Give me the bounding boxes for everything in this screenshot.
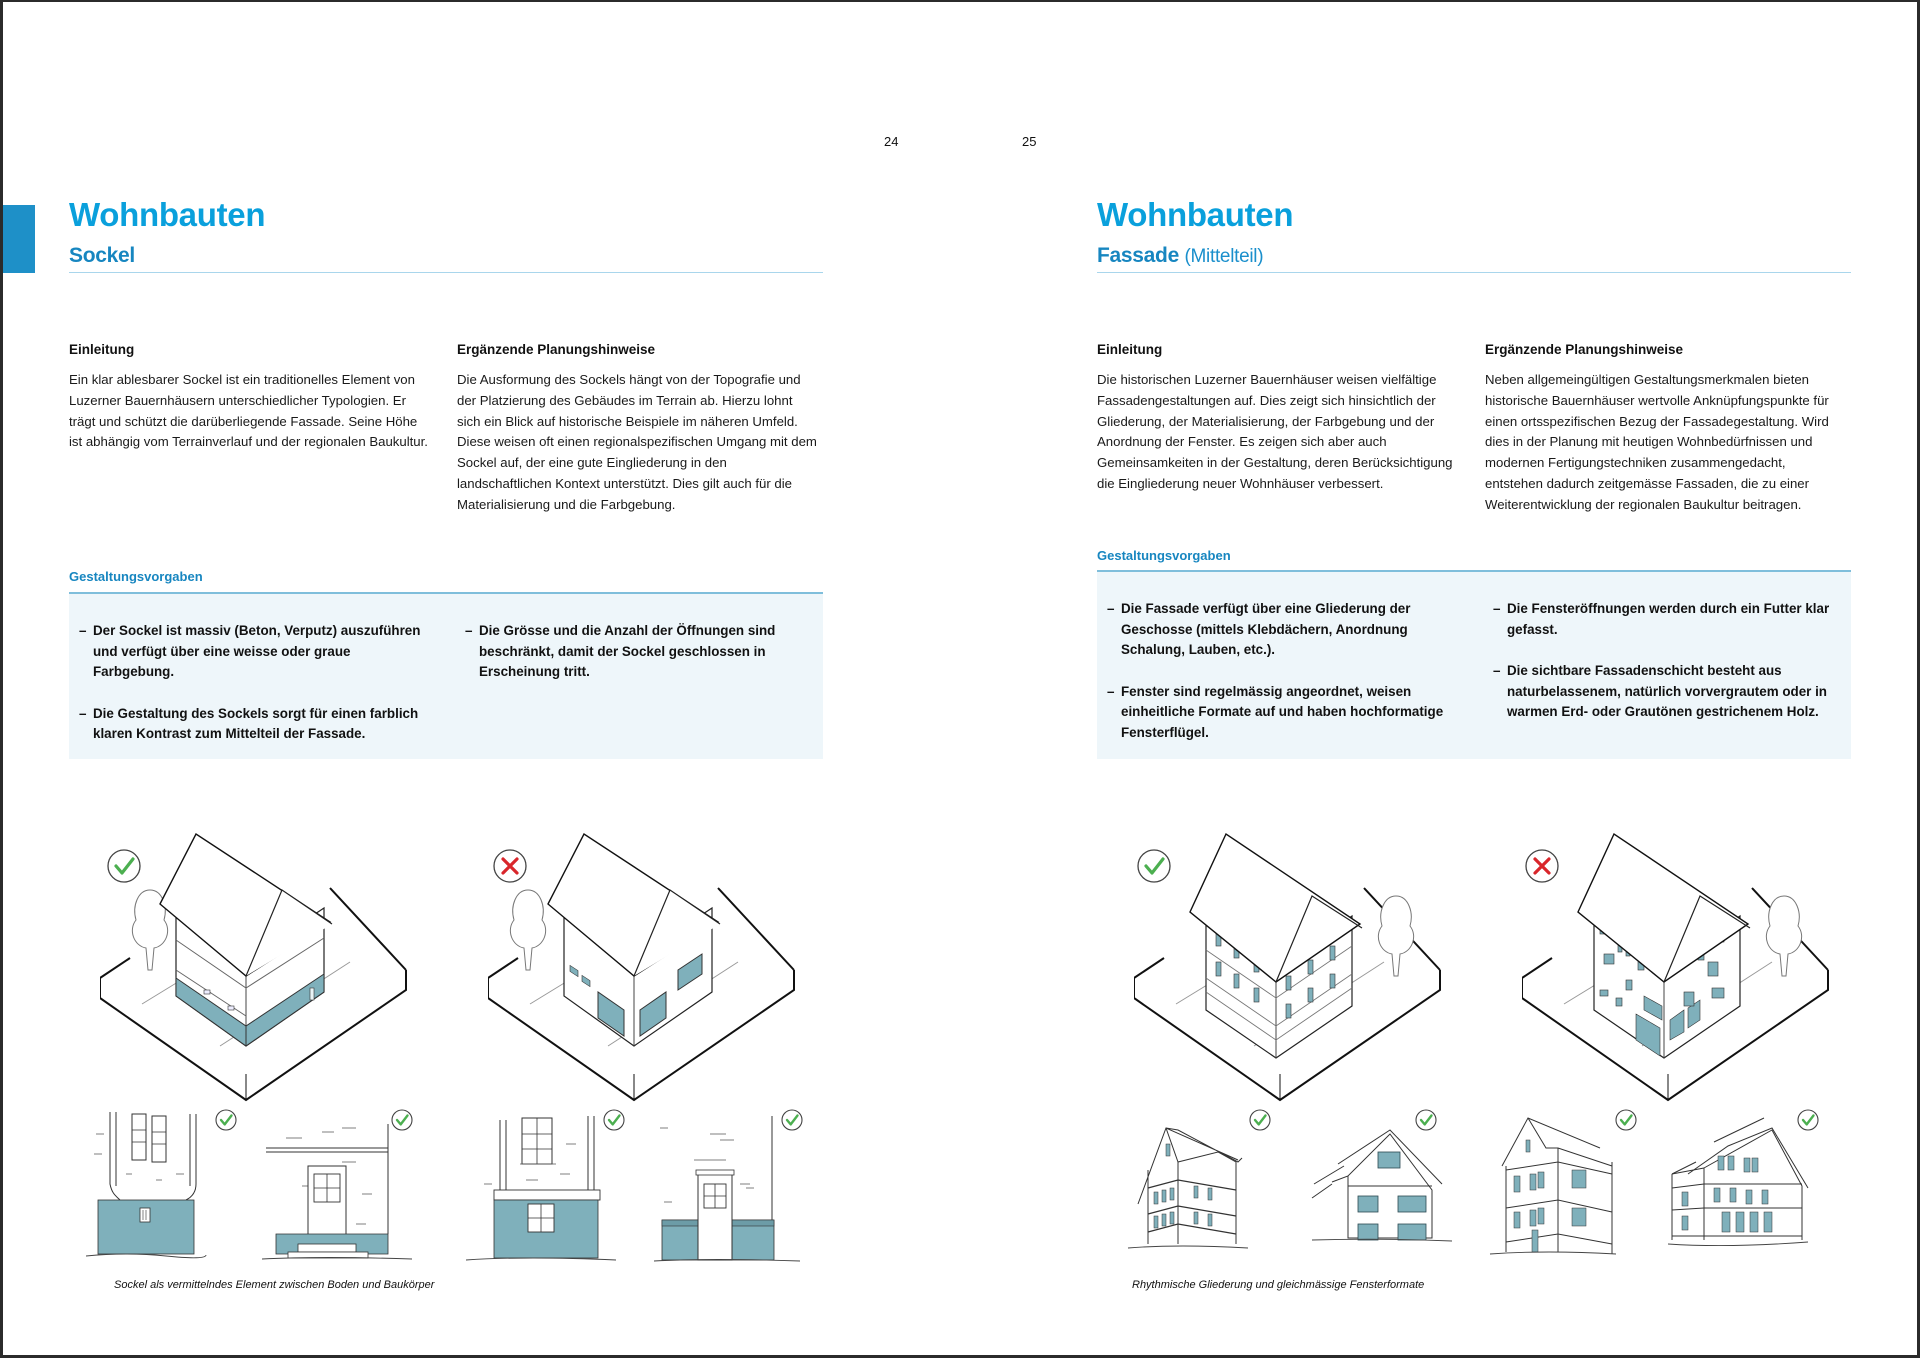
guidelines-col-1 (79, 621, 429, 766)
sketch-sockel-4 (650, 1104, 810, 1264)
guideline-item: – Die sichtbare Fassadenschicht besteht aus naturbelassenem, natürlich vorvergrautem oder in warmen Erd- oder Grautönen gestrichenem Holz. (1493, 663, 1827, 720)
sketch-fassade-1 (1118, 1104, 1288, 1264)
sketch-sockel-1 (86, 1104, 246, 1264)
iso-illustration-incorrect (1522, 820, 1842, 1110)
notes-text: Die Ausformung des Sockels hängt von der Topografie und der Platzierung des Gebäudes im Terrain ab. Hierzu lohnt sich ein Blick auf historische Beispiele im näheren Umfeld. Diese weisen oft einen regionalspezifischen Umgang mit dem Sockel auf, der eine gute Eingliederung in den landschaftlichen Kontext unterstützt. Dies gilt auch für die Materialisierung und die Farbgebung. (457, 372, 817, 512)
iso-illustration-incorrect (488, 820, 808, 1110)
page-title: Wohnbauten (1097, 196, 1294, 233)
page-number-left: 24 (884, 134, 899, 149)
iso-illustration-correct (100, 820, 420, 1110)
notes-heading: Ergänzende Planungshinweise (457, 342, 656, 357)
sketch-fassade-4 (1668, 1104, 1838, 1264)
guideline-item: – Die Grösse und die Anzahl der Öffnungen sind beschränkt, damit der Sockel geschlossen in Erscheinung tritt. (465, 623, 776, 680)
guideline-item: – Die Fensteröffnungen werden durch ein Futter klar gefasst. (1493, 601, 1830, 637)
notes-text: Neben allgemeingültigen Gestaltungsmerkmalen bieten historische Bauernhäuser wertvolle Anknüpfungspunkte für einen ortsspezifischen Bezug der Fassadegestaltung. Wird dies in der Planung mit heutigen Wohnbedürfnissen und modernen Fertigungstechniken zusammengedacht, entstehen dadurch zeitgemässe Fassaden, die zu einer Weiterentwicklung der regionalen Baukultur beitragen. (1485, 372, 1829, 512)
notes-section (457, 342, 817, 516)
intro-heading: Einleitung (1097, 342, 1163, 357)
page-subtitle: Sockel (69, 244, 135, 267)
page-title: Wohnbauten (69, 196, 266, 233)
figure-caption: Rhythmische Gliederung und gleichmässige Fensterformate (1132, 1279, 1425, 1291)
guideline-item: – Die Gestaltung des Sockels sorgt für einen farblich klaren Kontrast zum Mittelteil der Fassade. (79, 705, 419, 742)
intro-heading: Einleitung (69, 342, 135, 357)
chapter-tab-marker (3, 205, 35, 273)
page-number-right: 25 (1022, 134, 1037, 149)
notes-heading: Ergänzende Planungshinweise (1485, 342, 1684, 357)
guideline-item: – Die Fassade verfügt über eine Gliederung der Geschosse (mittels Klebdächern, Anordnung Schalung, Lauben, etc.). (1107, 601, 1411, 658)
notes-section (1485, 342, 1845, 516)
guideline-item: – Fenster sind regelmässig angeordnet, weisen einheitliche Formate auf und haben hochformatige Fensterflügel. (1107, 683, 1444, 740)
page-subtitle: Fassade (Mittelteil) (1097, 244, 1264, 267)
guideline-item: – Der Sockel ist massiv (Beton, Verputz) auszuführen und verfügt über eine weisse oder graue Farbgebung. (79, 623, 421, 680)
title-divider (1097, 272, 1851, 273)
iso-illustration-correct (1134, 820, 1454, 1110)
intro-section (69, 342, 429, 453)
guidelines-col-2 (1493, 599, 1843, 744)
guidelines-col-1 (1107, 599, 1457, 765)
sketch-sockel-2 (262, 1104, 422, 1264)
intro-section (1097, 342, 1457, 495)
sketch-sockel-3 (466, 1104, 626, 1264)
sketch-fassade-2 (1302, 1104, 1472, 1264)
intro-text: Die historischen Luzerner Bauernhäuser weisen vielfältige Fassadengestaltungen auf. Dies zeigt sich hinsichtlich der Gliederung, der Materialisierung, der Farbgebung und der Anordnung der Fenster. Es zeigen sich aber auch Gemeinsamkeiten in der Gestaltung, deren Berücksichtigung die Eingliederung neuer Wohnhäuser verbessert. (1097, 372, 1453, 491)
guidelines-heading: Gestaltungsvorgaben (1097, 548, 1231, 563)
guidelines-heading: Gestaltungsvorgaben (69, 569, 203, 584)
guidelines-col-2 (465, 621, 815, 704)
page-subtitle-suffix: (Mittelteil) (1184, 246, 1264, 267)
sketch-fassade-3 (1486, 1104, 1656, 1264)
intro-text: Ein klar ablesbarer Sockel ist ein traditionelles Element von Luzerner Bauernhäusern unterschiedlicher Typologien. Er trägt und schützt die darüberliegende Fassade. Seine Höhe ist abhängig vom Terrainverlauf und der regionalen Baukultur. (69, 372, 428, 450)
title-divider (69, 272, 823, 273)
figure-caption: Sockel als vermittelndes Element zwischen Boden und Baukörper (114, 1279, 435, 1291)
guidelines-box (69, 592, 823, 759)
guidelines-box (1097, 570, 1851, 759)
